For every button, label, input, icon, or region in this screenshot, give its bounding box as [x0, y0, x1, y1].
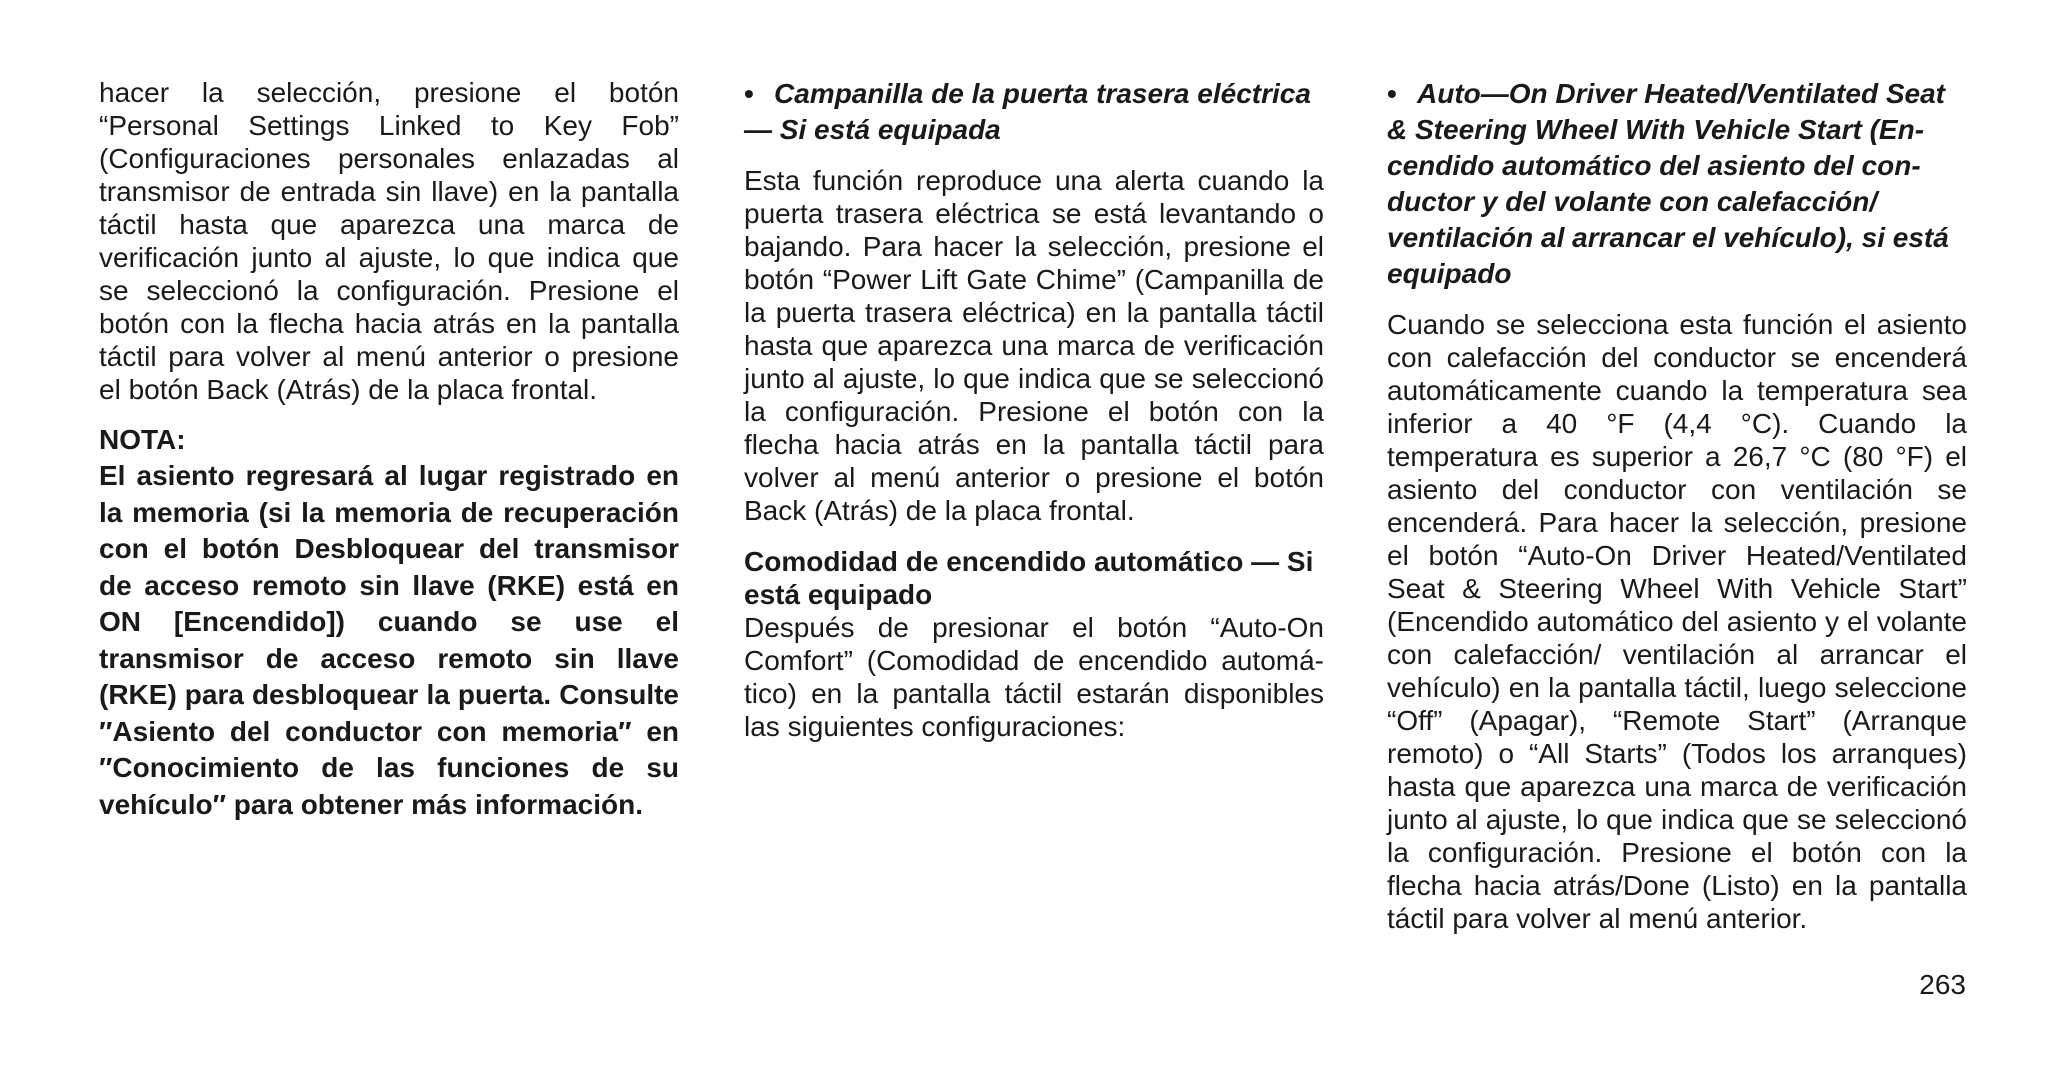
note-label: NOTA:	[99, 424, 186, 455]
bullet-icon: •	[744, 78, 754, 109]
paragraph-heated-seat: Cuando se selecciona esta función el asiento con calefacción del conductor se encenderá automáticamente cuando la temperatura sea inferior a 40 °F (4,4 °C). Cuando la temperatura es superior a 26,7 °C (80 °F) el asiento del conductor con ventilación se encenderá. Para hacer la selección, presione el botón “Auto-On Driver Heated/Ventilated Seat & Steering Wheel With Vehicle Start” (Encendido automático del asiento y el volante con calefacción/ ventilación al arrancar el vehículo) en la pantalla táctil, luego seleccione “Off” (Apagar), “Remote Start” (Arranque remoto) o “All Starts” (Todos los arranques) hasta que aparezca una marca de verificación junto al ajuste, lo que indica que se seleccionó la configuración. Presione el botón con la flecha hacia atrás/Done (Listo) en la pantalla táctil para volver al menú anterior.	[1387, 309, 1967, 934]
bullet-heading-lift-gate-chime	[744, 76, 1324, 148]
bullet-heading-text: Auto—On Driver Heated/Ventilated Seat & Steering Wheel With Vehicle Start (Encendido automático del asiento del conductor y del volante con calefacción/ ventilación al arrancar el vehículo), si está equipado	[1387, 78, 1949, 289]
spacer	[744, 527, 1324, 545]
column-middle	[744, 76, 1324, 743]
section-heading-auto-on-comfort: Comodidad de encendido automático — Si está equipado	[744, 546, 1314, 610]
page-number: 263	[1919, 969, 1966, 1000]
paragraph-lift-gate-chime: Esta función reproduce una alerta cuando la puerta trasera eléctrica se está levantando o bajando. Para hacer la selección, presione el botón “Power Lift Gate Chime” (Campanilla de la puerta trasera eléctrica) en la pantalla táctil hasta que aparezca una marca de verificación junto al ajuste, lo que indica que se seleccionó la configuración. Presione el botón con la flecha hacia atrás en la pantalla táctil para volver al menú anterior o presione el botón Back (Atrás) de la placa frontal.	[744, 165, 1324, 526]
bullet-heading-text: Campanilla de la puerta trasera eléctrica — Si está equipada	[744, 78, 1311, 145]
paragraph-key-fob-settings: hacer la selección, presione el botón “Personal Settings Linked to Key Fob” (Configuraciones personales enlazadas al transmisor de entrada sin llave) en la pantalla táctil hasta que aparezca una marca de verificación junto al ajuste, lo que indica que se seleccionó la configuración. Presione el botón con la flecha hacia atrás en la pantalla táctil para volver al menú anterior o presione el botón Back (Atrás) de la placa frontal.	[99, 77, 679, 405]
spacer	[744, 148, 1324, 164]
paragraph-auto-on-comfort: Después de presionar el botón “Auto-On Comfort” (Comodidad de encendido automático) en la pantalla táctil estarán disponibles las siguientes configuraciones:	[744, 612, 1324, 742]
bullet-icon: •	[1387, 78, 1397, 109]
column-right	[1387, 76, 1967, 935]
spacer	[1387, 292, 1967, 308]
bullet-heading-heated-seat	[1387, 76, 1967, 292]
note-body: El asiento regresará al lugar registrado en la memoria (si la memoria de recuperación con el botón Desbloquear del transmisor de acceso remoto sin llave (RKE) está en ON [Encendido]) cuando se use el transmisor de acceso remoto sin llave (RKE) para desbloquear la puerta. Consulte ″Asiento del conductor con memoria″ en ″Conocimiento de las funciones de su vehículo″ para obtener más información.	[99, 460, 679, 820]
spacer	[99, 406, 679, 422]
column-left	[99, 76, 679, 823]
